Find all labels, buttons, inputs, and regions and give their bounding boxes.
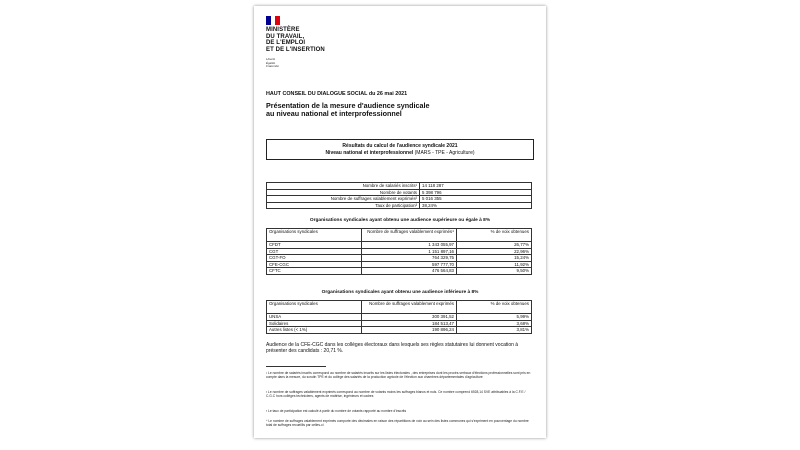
table-row: [267, 255, 532, 262]
footnote-4: ⁴ Le nombre de suffrages valablement exprimés comporte des décimales en raison des répartitions de voix au sein des listes communes qui s'expriment en pourcentage du nombre total de suffrages recueillis par celles-ci: [266, 419, 529, 428]
org-percent: 11,92%: [457, 261, 532, 268]
org-votes: 300 391,52: [362, 314, 457, 321]
org-name: Solidaires: [267, 320, 362, 327]
results-title-box: [266, 139, 534, 160]
footnote-3: ³ Le taux de participation est calculé à partir du nombre de votants rapporté au nombre d'inscrits: [266, 409, 407, 413]
table-row: [267, 320, 532, 327]
column-header: Nombre de suffrages valablement exprimés⁴: [362, 229, 457, 242]
lower-orgs-table: [266, 300, 532, 334]
stat-value: 5 016 355: [420, 196, 532, 203]
flag-red: [275, 16, 280, 25]
marianne-logo: [266, 16, 280, 25]
table-row: [267, 261, 532, 268]
table-row: [267, 314, 532, 321]
org-percent: 3,68%: [457, 320, 532, 327]
upper-orgs-table: [266, 228, 532, 275]
org-name: CGT-FO: [267, 255, 362, 262]
footnote-1: ¹ Le nombre de salariés inscrits correspond au nombre de salariés inscrits sur les listes électorales , des entreprises dont les procès-verbaux d'élections professionnelles sont pris en compte dans la mesure, du scrutin TPE et du collège des salariés de la production agricole de l'élection aux chambres départementales d'agriculture: [266, 371, 531, 380]
table-row: [267, 327, 532, 334]
org-name: UNSA: [267, 314, 362, 321]
stats-row: [267, 202, 532, 209]
results-subtitle: Niveau national et interprofessionnel (MARS - TPE - Agriculture): [325, 150, 475, 156]
table-row: [267, 242, 532, 249]
column-header: Organisations syndicales: [267, 301, 362, 314]
footnote-divider: [266, 366, 326, 367]
stat-label: Nombre de suffrages valablement exprimés²: [267, 196, 420, 203]
stats-row: [267, 196, 532, 203]
column-header: Nombre de suffrages valablement exprimés: [362, 301, 457, 314]
org-percent: 9,50%: [457, 268, 532, 275]
org-name: Autres listes (< 1%): [267, 327, 362, 334]
stat-label: Taux de participation³: [267, 202, 420, 209]
table-row: [267, 268, 532, 275]
org-name: CFTC: [267, 268, 362, 275]
org-votes: 184 513,47: [362, 320, 457, 327]
org-votes: 597 777,70: [362, 261, 457, 268]
org-votes: 1 343 055,97: [362, 242, 457, 249]
org-name: CFDT: [267, 242, 362, 249]
org-percent: 3,81%: [457, 327, 532, 334]
org-percent: 5,99%: [457, 314, 532, 321]
ministry-name: MINISTÈRE DU TRAVAIL, DE L'EMPLOI ET DE L'INSERTION: [266, 27, 325, 53]
table-row: [267, 248, 532, 255]
document-page: [254, 6, 546, 438]
column-header: Organisations syndicales: [267, 229, 362, 242]
org-votes: 764 329,75: [362, 255, 457, 262]
stat-label: Nombre de votants: [267, 189, 420, 196]
org-name: CFE-CGC: [267, 261, 362, 268]
org-votes: 476 564,83: [362, 268, 457, 275]
council-heading: HAUT CONSEIL DU DIALOGUE SOCIAL du 26 mai 2021: [266, 91, 408, 97]
stats-row: [267, 183, 532, 190]
org-percent: 22,96%: [457, 248, 532, 255]
org-percent: 15,24%: [457, 255, 532, 262]
org-percent: 26,77%: [457, 242, 532, 249]
stat-value: 14 118 287: [420, 183, 532, 190]
org-votes: 190 896,24: [362, 327, 457, 334]
column-header: % de voix obtenues: [457, 229, 532, 242]
footnote-2: ² Le nombre de suffrages valablement exprimés correspond au nombre de votants moins les suffrages blancs et nuls. Ce nombre comprend 6928,14 SVE attribuables à la C.F.E / C.G.C hors collèges techniciens, agents de maîtrise, ingénieurs et cadres: [266, 390, 526, 399]
stat-value: 38,24%: [420, 202, 532, 209]
republic-motto: Liberté Égalité Fraternité: [266, 57, 279, 69]
cfe-cgc-note: Audience de la CFE-CGC dans les collèges électoraux dans lesquels ses règles statutaires lui donnent vocation à présenter des candidats : 20,71 %.: [266, 342, 519, 355]
lower-heading: Organisations syndicales ayant obtenu une audience inférieure à 8%: [321, 290, 479, 295]
column-header: % de voix obtenues: [457, 301, 532, 314]
stat-value: 5 398 796: [420, 189, 532, 196]
org-name: CGT: [267, 248, 362, 255]
participation-table: [266, 182, 532, 209]
org-votes: 1 151 897,16: [362, 248, 457, 255]
results-title: Résultats du calcul de l'audience syndicale 2021: [342, 143, 458, 149]
document-title: Présentation de la mesure d'audience syndicale au niveau national et interprofessionnel: [266, 101, 430, 119]
stats-row: [267, 189, 532, 196]
upper-heading: Organisations syndicales ayant obtenu une audience supérieure ou égale à 8%: [309, 218, 491, 223]
stat-label: Nombre de salariés inscrits¹: [267, 183, 420, 190]
